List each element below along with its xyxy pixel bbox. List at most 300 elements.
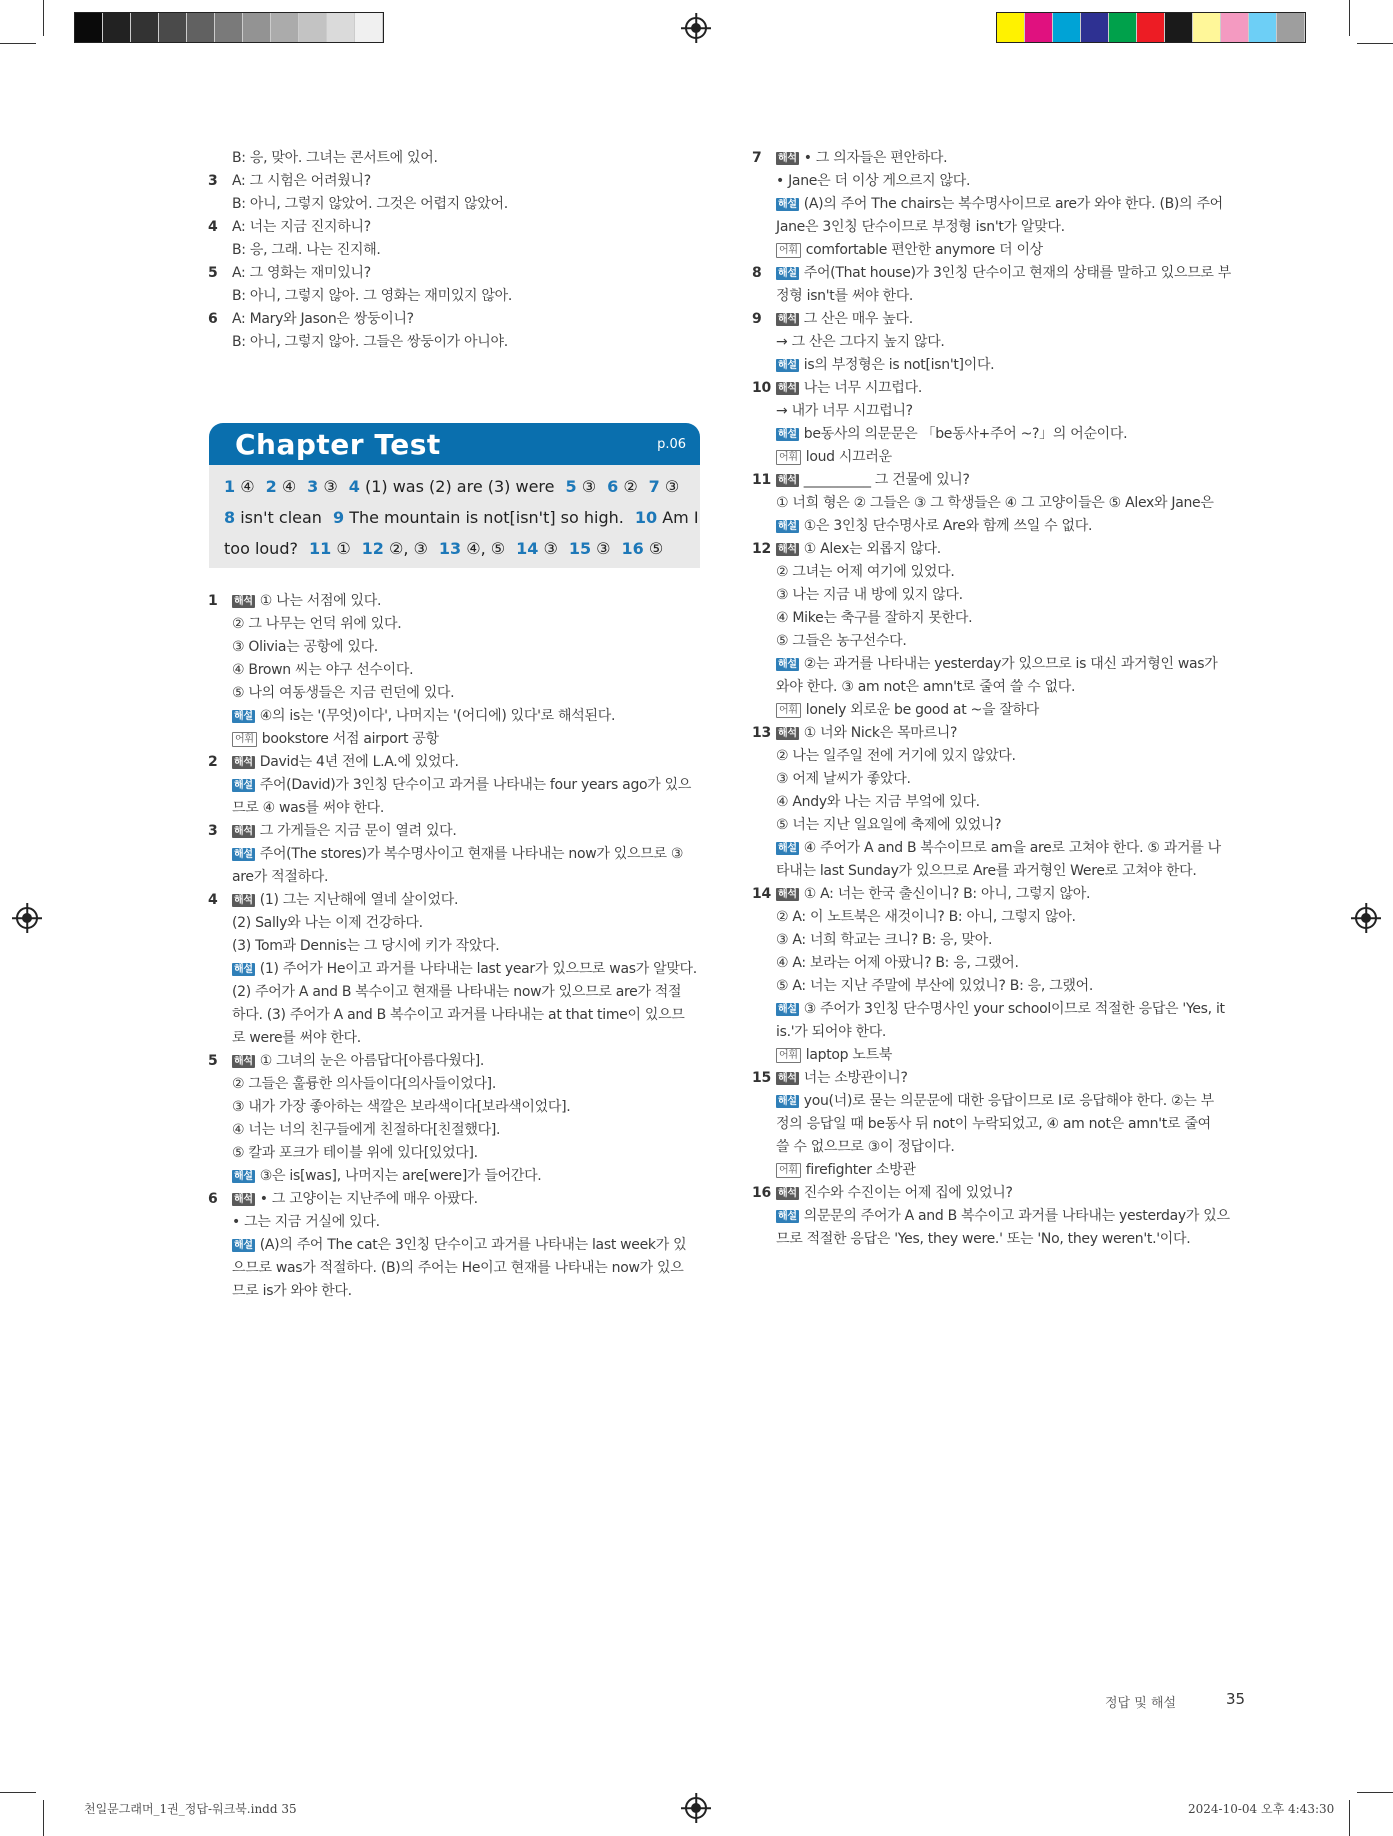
text-line	[208, 1257, 708, 1280]
line-text: 의문문의 주어가 A and B 복수이고 과거를 나타내는 yesterday가 있으	[803, 1208, 1230, 1224]
label-badge: 해설	[778, 268, 797, 279]
text-line	[208, 1188, 708, 1211]
line-text: B: 응, 그래. 나는 진지해.	[232, 242, 381, 258]
crop-mark	[43, 1800, 44, 1836]
label-badge: 해설	[778, 429, 797, 440]
line-text: ④ Mike는 축구를 잘하지 못한다.	[776, 610, 973, 626]
color-swatch	[997, 13, 1025, 42]
line-text: (2) Sally와 나는 이제 건강하다.	[232, 915, 423, 931]
text-line	[752, 308, 1252, 331]
answer-value: ③	[543, 539, 558, 558]
text-line	[752, 469, 1252, 492]
color-swatch	[187, 13, 215, 42]
answer-number: 8	[224, 508, 236, 527]
line-text: ①은 3인칭 단수명사로 Are와 함께 쓰일 수 없다.	[803, 518, 1093, 534]
line-text: 주어(The stores)가 복수명사이고 현재를 나타내는 now가 있으므로 ③	[259, 846, 684, 862]
text-line	[208, 866, 708, 889]
text-line	[752, 1044, 1252, 1067]
item-number: 14	[752, 886, 771, 902]
label-badge: 해설	[234, 1171, 253, 1182]
line-text: • 그 의자들은 편안하다.	[803, 150, 948, 166]
line-text: A: 너는 지금 진지하니?	[232, 219, 371, 235]
color-swatch	[1165, 13, 1193, 42]
answer-item	[362, 539, 428, 558]
line-text: is의 부정형은 is not[isn't]이다.	[803, 357, 995, 373]
text-line	[208, 797, 708, 820]
text-line	[208, 1211, 708, 1234]
line-text: → 내가 너무 시끄럽니?	[776, 403, 913, 419]
line-text: ② 그 나무는 언덕 위에 있다.	[232, 616, 402, 632]
label-badge: 해석	[234, 596, 253, 607]
label-badge: 해석	[778, 728, 797, 739]
line-text: ① 너와 Nick은 목마르니?	[803, 725, 958, 741]
line-text: ② 그녀는 어제 여기에 있었다.	[776, 564, 955, 580]
line-text: 타내는 last Sunday가 있으므로 Are를 과거형인 Were로 고쳐야 한다.	[776, 863, 1197, 879]
text-line	[752, 584, 1252, 607]
answer-value: too loud?	[224, 539, 298, 558]
text-line	[752, 1113, 1252, 1136]
line-text: ② 그들은 훌륭한 의사들이다[의사들이었다].	[232, 1076, 496, 1092]
line-text: is.'가 되어야 한다.	[776, 1024, 887, 1040]
line-text: loud 시끄러운	[805, 449, 892, 465]
label-badge: 해설	[778, 1004, 797, 1015]
answer-value: ③	[323, 477, 338, 496]
answer-number: 12	[361, 539, 384, 558]
color-swatch	[75, 13, 103, 42]
crop-mark	[0, 1792, 36, 1793]
line-text: ② 나는 일주일 전에 거기에 있지 않았다.	[776, 748, 1016, 764]
text-line	[208, 262, 708, 285]
text-line	[752, 998, 1252, 1021]
answer-value: Am I	[662, 508, 699, 527]
line-text: ③ A: 너희 학교는 크니? B: 응, 맞아.	[776, 932, 993, 948]
text-line	[208, 682, 708, 705]
line-text: 로 were를 써야 한다.	[232, 1030, 361, 1046]
text-line	[208, 193, 708, 216]
answer-item	[333, 508, 624, 527]
text-line	[208, 590, 708, 613]
text-line	[752, 791, 1252, 814]
line-text: ⑤ 나의 여동생들은 지금 런던에 있다.	[232, 685, 455, 701]
label-badge: 해설	[234, 711, 253, 722]
line-text: 하다. (3) 주어가 A and B 복수이고 과거를 나타내는 at that time이 있으므	[232, 1007, 685, 1023]
answer-item	[635, 508, 699, 527]
item-number: 8	[752, 265, 762, 281]
text-line	[752, 446, 1252, 469]
label-badge: 해설	[778, 659, 797, 670]
line-text: ④ A: 보라는 어제 아팠니? B: 응, 그랬어.	[776, 955, 1019, 971]
answer-value: ③	[596, 539, 611, 558]
color-swatch	[1193, 13, 1221, 42]
color-swatch	[1137, 13, 1165, 42]
answer-item	[566, 477, 597, 496]
answer-item	[224, 539, 298, 558]
answer-number: 11	[308, 539, 332, 558]
line-text: David는 4년 전에 L.A.에 있었다.	[259, 754, 459, 770]
line-text: B: 아니, 그렇지 않아. 그들은 쌍둥이가 아니야.	[232, 334, 508, 350]
label-badge: 해설	[778, 843, 797, 854]
line-text: A: Mary와 Jason은 쌍둥이니?	[232, 311, 414, 327]
text-line	[752, 354, 1252, 377]
page-number: 35	[1226, 1690, 1246, 1708]
answer-row	[224, 502, 699, 533]
answer-number: 1	[224, 477, 236, 496]
line-text: ⑤ 너는 지난 일요일에 축제에 있었니?	[776, 817, 1002, 833]
text-line	[752, 952, 1252, 975]
item-number: 7	[752, 150, 762, 166]
item-number: 4	[208, 219, 218, 235]
answer-number: 10	[634, 508, 658, 527]
label-badge: 해설	[234, 964, 253, 975]
item-number: 12	[752, 541, 771, 557]
color-swatch	[159, 13, 187, 42]
line-text: ④의 is는 '(무엇)이다', 나머지는 '(어디에) 있다'로 해석된다.	[259, 708, 616, 724]
text-line	[752, 630, 1252, 653]
text-line	[752, 331, 1252, 354]
label-badge: 해설	[778, 1211, 797, 1222]
line-text: ④ Brown 씨는 야구 선수이다.	[232, 662, 414, 678]
text-line	[752, 676, 1252, 699]
color-swatch	[271, 13, 299, 42]
color-swatch	[1249, 13, 1277, 42]
answer-value: (1) was (2) are (3) were	[364, 477, 555, 496]
line-text: ⑤ 그들은 농구선수다.	[776, 633, 907, 649]
line-text: (A)의 주어 The cat은 3인칭 단수이고 과거를 나타내는 last week가 있	[259, 1237, 687, 1253]
text-line	[208, 285, 708, 308]
text-line	[208, 1119, 708, 1142]
line-text: (1) 주어가 He이고 과거를 나타내는 last year가 있으므로 was가 알맞다.	[259, 961, 697, 977]
left-column-explanations	[208, 590, 708, 1303]
line-text: 므로 ④ was를 써야 한다.	[232, 800, 384, 816]
text-line	[208, 774, 708, 797]
registration-mark-icon	[685, 1797, 707, 1819]
text-line	[752, 538, 1252, 561]
answer-row	[224, 533, 686, 564]
answer-row	[224, 471, 686, 502]
crop-mark	[43, 0, 44, 36]
file-slug: 천일문그래머_1권_정답-워크북.indd 35	[84, 1802, 297, 1816]
answer-value: ④	[281, 477, 297, 496]
item-number: 4	[208, 892, 218, 908]
line-text: 주어(David)가 3인칭 단수이고 과거를 나타내는 four years ago가 있으	[259, 777, 692, 793]
line-text: B: 응, 맞아. 그녀는 콘서트에 있어.	[232, 150, 438, 166]
line-text: → 그 산은 그다지 높지 않다.	[776, 334, 945, 350]
print-timestamp: 2024-10-04 오후 4:43:30	[1188, 1802, 1335, 1816]
line-text: ③ 내가 가장 좋아하는 색깔은 보라색이다[보라색이었다].	[232, 1099, 571, 1115]
answer-value: ①	[336, 539, 351, 558]
label-badge: 어휘	[776, 703, 801, 718]
answer-value: ④, ⑤	[466, 539, 506, 558]
line-text: ④ 주어가 A and B 복수이므로 am을 are로 고쳐야 한다. ⑤ 과거를 나	[803, 840, 1221, 856]
line-text: you(너)로 묻는 의문문에 대한 응답이므로 I로 응답해야 한다. ②는 부	[803, 1093, 1214, 1109]
answer-value: The mountain is not[isn't] so high.	[349, 508, 624, 527]
line-text: 진수와 수진이는 어제 집에 있었니?	[803, 1185, 1013, 1201]
answer-number: 16	[621, 539, 644, 558]
color-swatch	[327, 13, 355, 42]
answer-value: ③	[581, 477, 597, 496]
answer-item	[266, 477, 297, 496]
line-text: B: 아니, 그렇지 않아. 그 영화는 재미있지 않아.	[232, 288, 513, 304]
line-text: ① Alex는 외롭지 않다.	[803, 541, 941, 557]
text-line	[752, 561, 1252, 584]
crop-mark	[1349, 1800, 1350, 1836]
color-swatch	[103, 13, 131, 42]
label-badge: 해설	[778, 199, 797, 210]
label-badge: 해설	[778, 521, 797, 532]
text-line	[752, 837, 1252, 860]
line-text: ① 그녀의 눈은 아름답다[아름다웠다].	[259, 1053, 485, 1069]
text-line	[752, 285, 1252, 308]
text-line	[208, 147, 708, 170]
line-text: ③ 어제 날씨가 좋았다.	[776, 771, 911, 787]
text-line	[208, 1004, 708, 1027]
color-swatch	[1053, 13, 1081, 42]
text-line	[208, 1234, 708, 1257]
label-badge: 해석	[778, 475, 797, 486]
line-text: 그 산은 매우 높다.	[803, 311, 913, 327]
crop-mark	[0, 43, 36, 44]
text-line	[208, 308, 708, 331]
text-line	[752, 515, 1252, 538]
item-number: 2	[208, 754, 218, 770]
item-number: 9	[752, 311, 762, 327]
label-badge: 어휘	[776, 1048, 801, 1063]
label-badge: 해석	[234, 1056, 253, 1067]
text-line	[208, 958, 708, 981]
text-line	[752, 1067, 1252, 1090]
text-line	[752, 929, 1252, 952]
line-text: • 그 고양이는 지난주에 매우 아팠다.	[259, 1191, 478, 1207]
label-badge: 어휘	[232, 732, 257, 747]
left-column-top	[208, 147, 708, 354]
line-text: (1) 그는 지난해에 열네 살이었다.	[259, 892, 459, 908]
line-text: 정의 응답일 때 be동사 뒤 not이 누락되었고, ④ am not은 amn't로 줄여	[776, 1116, 1211, 1132]
color-swatch	[215, 13, 243, 42]
registration-mark-icon	[1355, 907, 1377, 929]
label-badge: 해석	[234, 1194, 253, 1205]
answer-number: 5	[565, 477, 577, 496]
text-line	[752, 722, 1252, 745]
chapter-test-box	[209, 423, 700, 568]
text-line	[752, 400, 1252, 423]
text-line	[208, 170, 708, 193]
answer-number: 4	[348, 477, 360, 496]
text-line	[208, 216, 708, 239]
text-line	[752, 883, 1252, 906]
answer-item	[307, 477, 338, 496]
label-badge: 어휘	[776, 243, 801, 258]
label-badge: 해석	[234, 895, 253, 906]
answer-item	[607, 477, 638, 496]
item-number: 6	[208, 1191, 218, 1207]
line-text: ②는 과거를 나타내는 yesterday가 있으므로 is 대신 과거형인 was가	[803, 656, 1218, 672]
answer-value: ③	[664, 477, 680, 496]
color-swatch	[1081, 13, 1109, 42]
line-text: ③ Olivia는 공항에 있다.	[232, 639, 378, 655]
text-line	[208, 820, 708, 843]
label-badge: 해설	[234, 1240, 253, 1251]
footer-section-label: 정답 및 해설	[1105, 1696, 1177, 1711]
chapter-test-header	[209, 423, 700, 465]
line-text: 정형 isn't를 써야 한다.	[776, 288, 914, 304]
text-line	[752, 1228, 1252, 1251]
chapter-test-title: Chapter Test	[235, 428, 441, 461]
item-number: 6	[208, 311, 218, 327]
label-badge: 해석	[778, 153, 797, 164]
answer-number: 6	[607, 477, 619, 496]
text-line	[208, 636, 708, 659]
text-line	[208, 935, 708, 958]
line-text: 으므로 was가 적절하다. (B)의 주어는 He이고 현재를 나타내는 now가 있으	[232, 1260, 684, 1276]
text-line	[208, 613, 708, 636]
text-line	[208, 1050, 708, 1073]
text-line	[208, 981, 708, 1004]
line-text: B: 아니, 그렇지 않았어. 그것은 어렵지 않았어.	[232, 196, 508, 212]
text-line	[208, 1073, 708, 1096]
answer-number: 14	[516, 539, 539, 558]
answer-item	[569, 539, 611, 558]
line-text: be동사의 의문문은 「be동사+주어 ~?」의 어순이다.	[803, 426, 1128, 442]
text-line	[208, 239, 708, 262]
line-text: ⑤ A: 너는 지난 주말에 부산에 있었니? B: 응, 그랬어.	[776, 978, 1094, 994]
line-text: firefighter 소방관	[805, 1162, 916, 1178]
text-line	[208, 1027, 708, 1050]
text-line	[752, 1182, 1252, 1205]
label-badge: 해석	[778, 889, 797, 900]
color-swatch	[1109, 13, 1137, 42]
line-text: comfortable 편안한 anymore 더 이상	[805, 242, 1043, 258]
text-line	[752, 975, 1252, 998]
text-line	[752, 170, 1252, 193]
label-badge: 어휘	[776, 450, 801, 465]
line-text: (A)의 주어 The chairs는 복수명사이므로 are가 와야 한다. (B)의 주어	[803, 196, 1223, 212]
item-number: 10	[752, 380, 771, 396]
item-number: 11	[752, 472, 771, 488]
line-text: __________ 그 건물에 있니?	[803, 472, 970, 488]
color-swatch	[1025, 13, 1053, 42]
line-text: (2) 주어가 A and B 복수이고 현재를 나타내는 now가 있으므로 are가 적절	[232, 984, 682, 1000]
line-text: ③은 is[was], 나머지는 are[were]가 들어간다.	[259, 1168, 542, 1184]
answer-item	[649, 477, 680, 496]
color-swatch	[299, 13, 327, 42]
text-line	[752, 768, 1252, 791]
line-text: • 그는 지금 거실에 있다.	[232, 1214, 380, 1230]
registration-mark-icon	[16, 907, 38, 929]
color-swatch	[243, 13, 271, 42]
registration-mark-icon	[685, 17, 707, 39]
text-line	[208, 751, 708, 774]
item-number: 16	[752, 1185, 771, 1201]
line-text: ③ 주어가 3인칭 단수명사인 your school이므로 적절한 응답은 'Yes, it	[803, 1001, 1225, 1017]
item-number: 3	[208, 173, 218, 189]
label-badge: 해설	[234, 780, 253, 791]
text-line	[208, 1142, 708, 1165]
line-text: 나는 너무 시끄럽다.	[803, 380, 922, 396]
line-text: ③ 나는 지금 내 방에 있지 않다.	[776, 587, 963, 603]
item-number: 3	[208, 823, 218, 839]
text-line	[208, 912, 708, 935]
text-line	[752, 699, 1252, 722]
text-line	[208, 659, 708, 682]
answer-number: 13	[438, 539, 462, 558]
text-line	[752, 147, 1252, 170]
color-swatch	[355, 13, 383, 42]
line-text: ② A: 이 노트북은 새것이니? B: 아니, 그렇지 않아.	[776, 909, 1076, 925]
text-line	[752, 745, 1252, 768]
answer-item	[309, 539, 351, 558]
line-text: lonely 외로운 be good at ~을 잘하다	[805, 702, 1040, 718]
answer-value: ②	[623, 477, 638, 496]
line-text: ① 너희 형은 ② 그들은 ③ 그 학생들은 ④ 그 고양이들은 ⑤ Alex와 Jane은	[776, 495, 1214, 511]
answer-item	[622, 539, 664, 558]
color-swatch	[1221, 13, 1249, 42]
crop-mark	[1357, 1792, 1393, 1793]
line-text: A: 그 시험은 어려웠니?	[232, 173, 371, 189]
text-line	[752, 653, 1252, 676]
line-text: ④ 너는 너의 친구들에게 친절하다[친절했다].	[232, 1122, 501, 1138]
answer-value: isn't clean	[240, 508, 322, 527]
line-text: 너는 소방관이니?	[803, 1070, 908, 1086]
text-line	[752, 262, 1252, 285]
text-line	[752, 492, 1252, 515]
color-swatch	[1277, 13, 1305, 42]
text-line	[208, 728, 708, 751]
line-text: 와야 한다. ③ am not은 amn't로 줄여 쓸 수 없다.	[776, 679, 1076, 695]
line-text: 그 가게들은 지금 문이 열려 있다.	[259, 823, 457, 839]
line-text: ④ Andy와 나는 지금 부엌에 있다.	[776, 794, 980, 810]
text-line	[208, 843, 708, 866]
label-badge: 해석	[234, 826, 253, 837]
label-badge: 해석	[778, 544, 797, 555]
text-line	[752, 1159, 1252, 1182]
answer-number: 7	[648, 477, 660, 496]
label-badge: 해석	[778, 383, 797, 394]
text-line	[752, 193, 1252, 216]
crop-mark	[1357, 43, 1393, 44]
text-line	[752, 860, 1252, 883]
label-badge: 해설	[234, 849, 253, 860]
label-badge: 해설	[778, 1096, 797, 1107]
process-color-bar	[996, 12, 1306, 43]
line-text: Jane은 3인칭 단수이므로 부정형 isn't가 알맞다.	[776, 219, 1065, 235]
label-badge: 해석	[778, 1188, 797, 1199]
label-badge: 해석	[778, 314, 797, 325]
answer-number: 9	[332, 508, 345, 527]
text-line	[752, 1021, 1252, 1044]
text-line	[752, 814, 1252, 837]
line-text: A: 그 영화는 재미있니?	[232, 265, 371, 281]
text-line	[208, 1280, 708, 1303]
item-number: 5	[208, 265, 218, 281]
answer-item	[439, 539, 505, 558]
line-text: ① 나는 서점에 있다.	[259, 593, 382, 609]
answer-number: 2	[265, 477, 277, 496]
crop-mark	[1349, 0, 1350, 36]
line-text: are가 적절하다.	[232, 869, 329, 885]
text-line	[752, 1136, 1252, 1159]
text-line	[752, 377, 1252, 400]
line-text: laptop 노트북	[805, 1047, 893, 1063]
line-text: 므로 is가 와야 한다.	[232, 1283, 352, 1299]
text-line	[752, 1205, 1252, 1228]
text-line	[752, 1090, 1252, 1113]
text-line	[752, 607, 1252, 630]
answer-item	[224, 508, 322, 527]
label-badge: 어휘	[776, 1163, 801, 1178]
answer-value: ④	[240, 477, 255, 496]
line-text: (3) Tom과 Dennis는 그 당시에 키가 작았다.	[232, 938, 500, 954]
text-line	[208, 1096, 708, 1119]
